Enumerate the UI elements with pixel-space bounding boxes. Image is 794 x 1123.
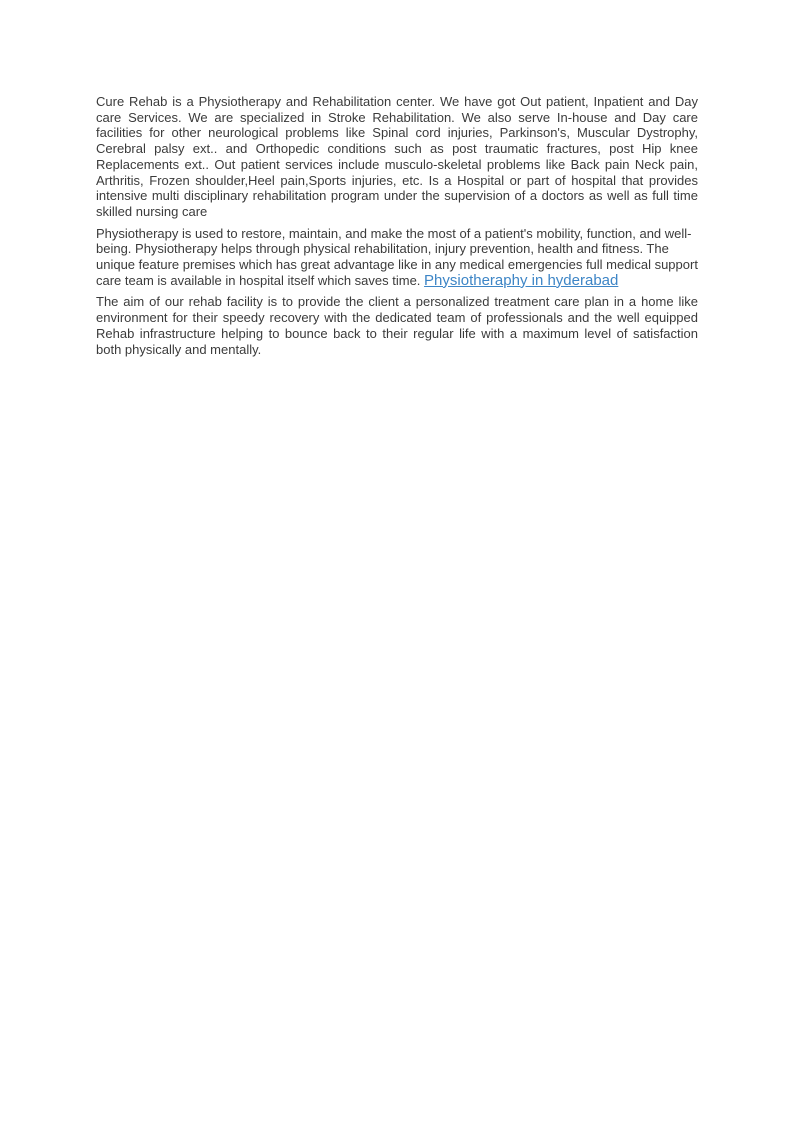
- paragraph-physiotherapy-benefits-text: Physiotherapy is used to restore, maintain, and make the most of a patient's mobility, function, and well-being. Physiotherapy helps through physical rehabilitation, injury prevention, health and fitness. The unique feature premises which has great advantage like in any medical emergencies full medical support care team is available in hospital itself which saves time.: [96, 225, 698, 288]
- physiotherapy-hyderabad-link[interactable]: Physiotheraphy in hyderabad: [424, 271, 619, 289]
- paragraph-physiotherapy-benefits: [96, 226, 698, 289]
- document-content: [96, 94, 698, 363]
- paragraph-rehab-facility-aim: The aim of our rehab facility is to provide the client a personalized treatment care plan in a home like environment for their speedy recovery with the dedicated team of professionals and the well equipped Rehab infrastructure helping to bounce back to their regular life with a maximum level of satisfaction both physically and mentally.: [96, 294, 698, 357]
- paragraph-cure-rehab-intro: Cure Rehab is a Physiotherapy and Rehabilitation center. We have got Out patient, Inpatient and Day care Services. We are specialized in Stroke Rehabilitation. We also serve In-house and Day care facilities for other neurological problems like Spinal cord injuries, Parkinson's, Muscular Dystrophy, Cerebral palsy ext.. and Orthopedic conditions such as post traumatic fractures, post Hip knee Replacements ext.. Out patient services include musculo-skeletal problems like Back pain Neck pain, Arthritis, Frozen shoulder,Heel pain,Sports injuries, etc. Is a Hospital or part of hospital that provides intensive multi disciplinary rehabilitation program under the supervision of a doctors as well as full time skilled nursing care: [96, 94, 698, 219]
